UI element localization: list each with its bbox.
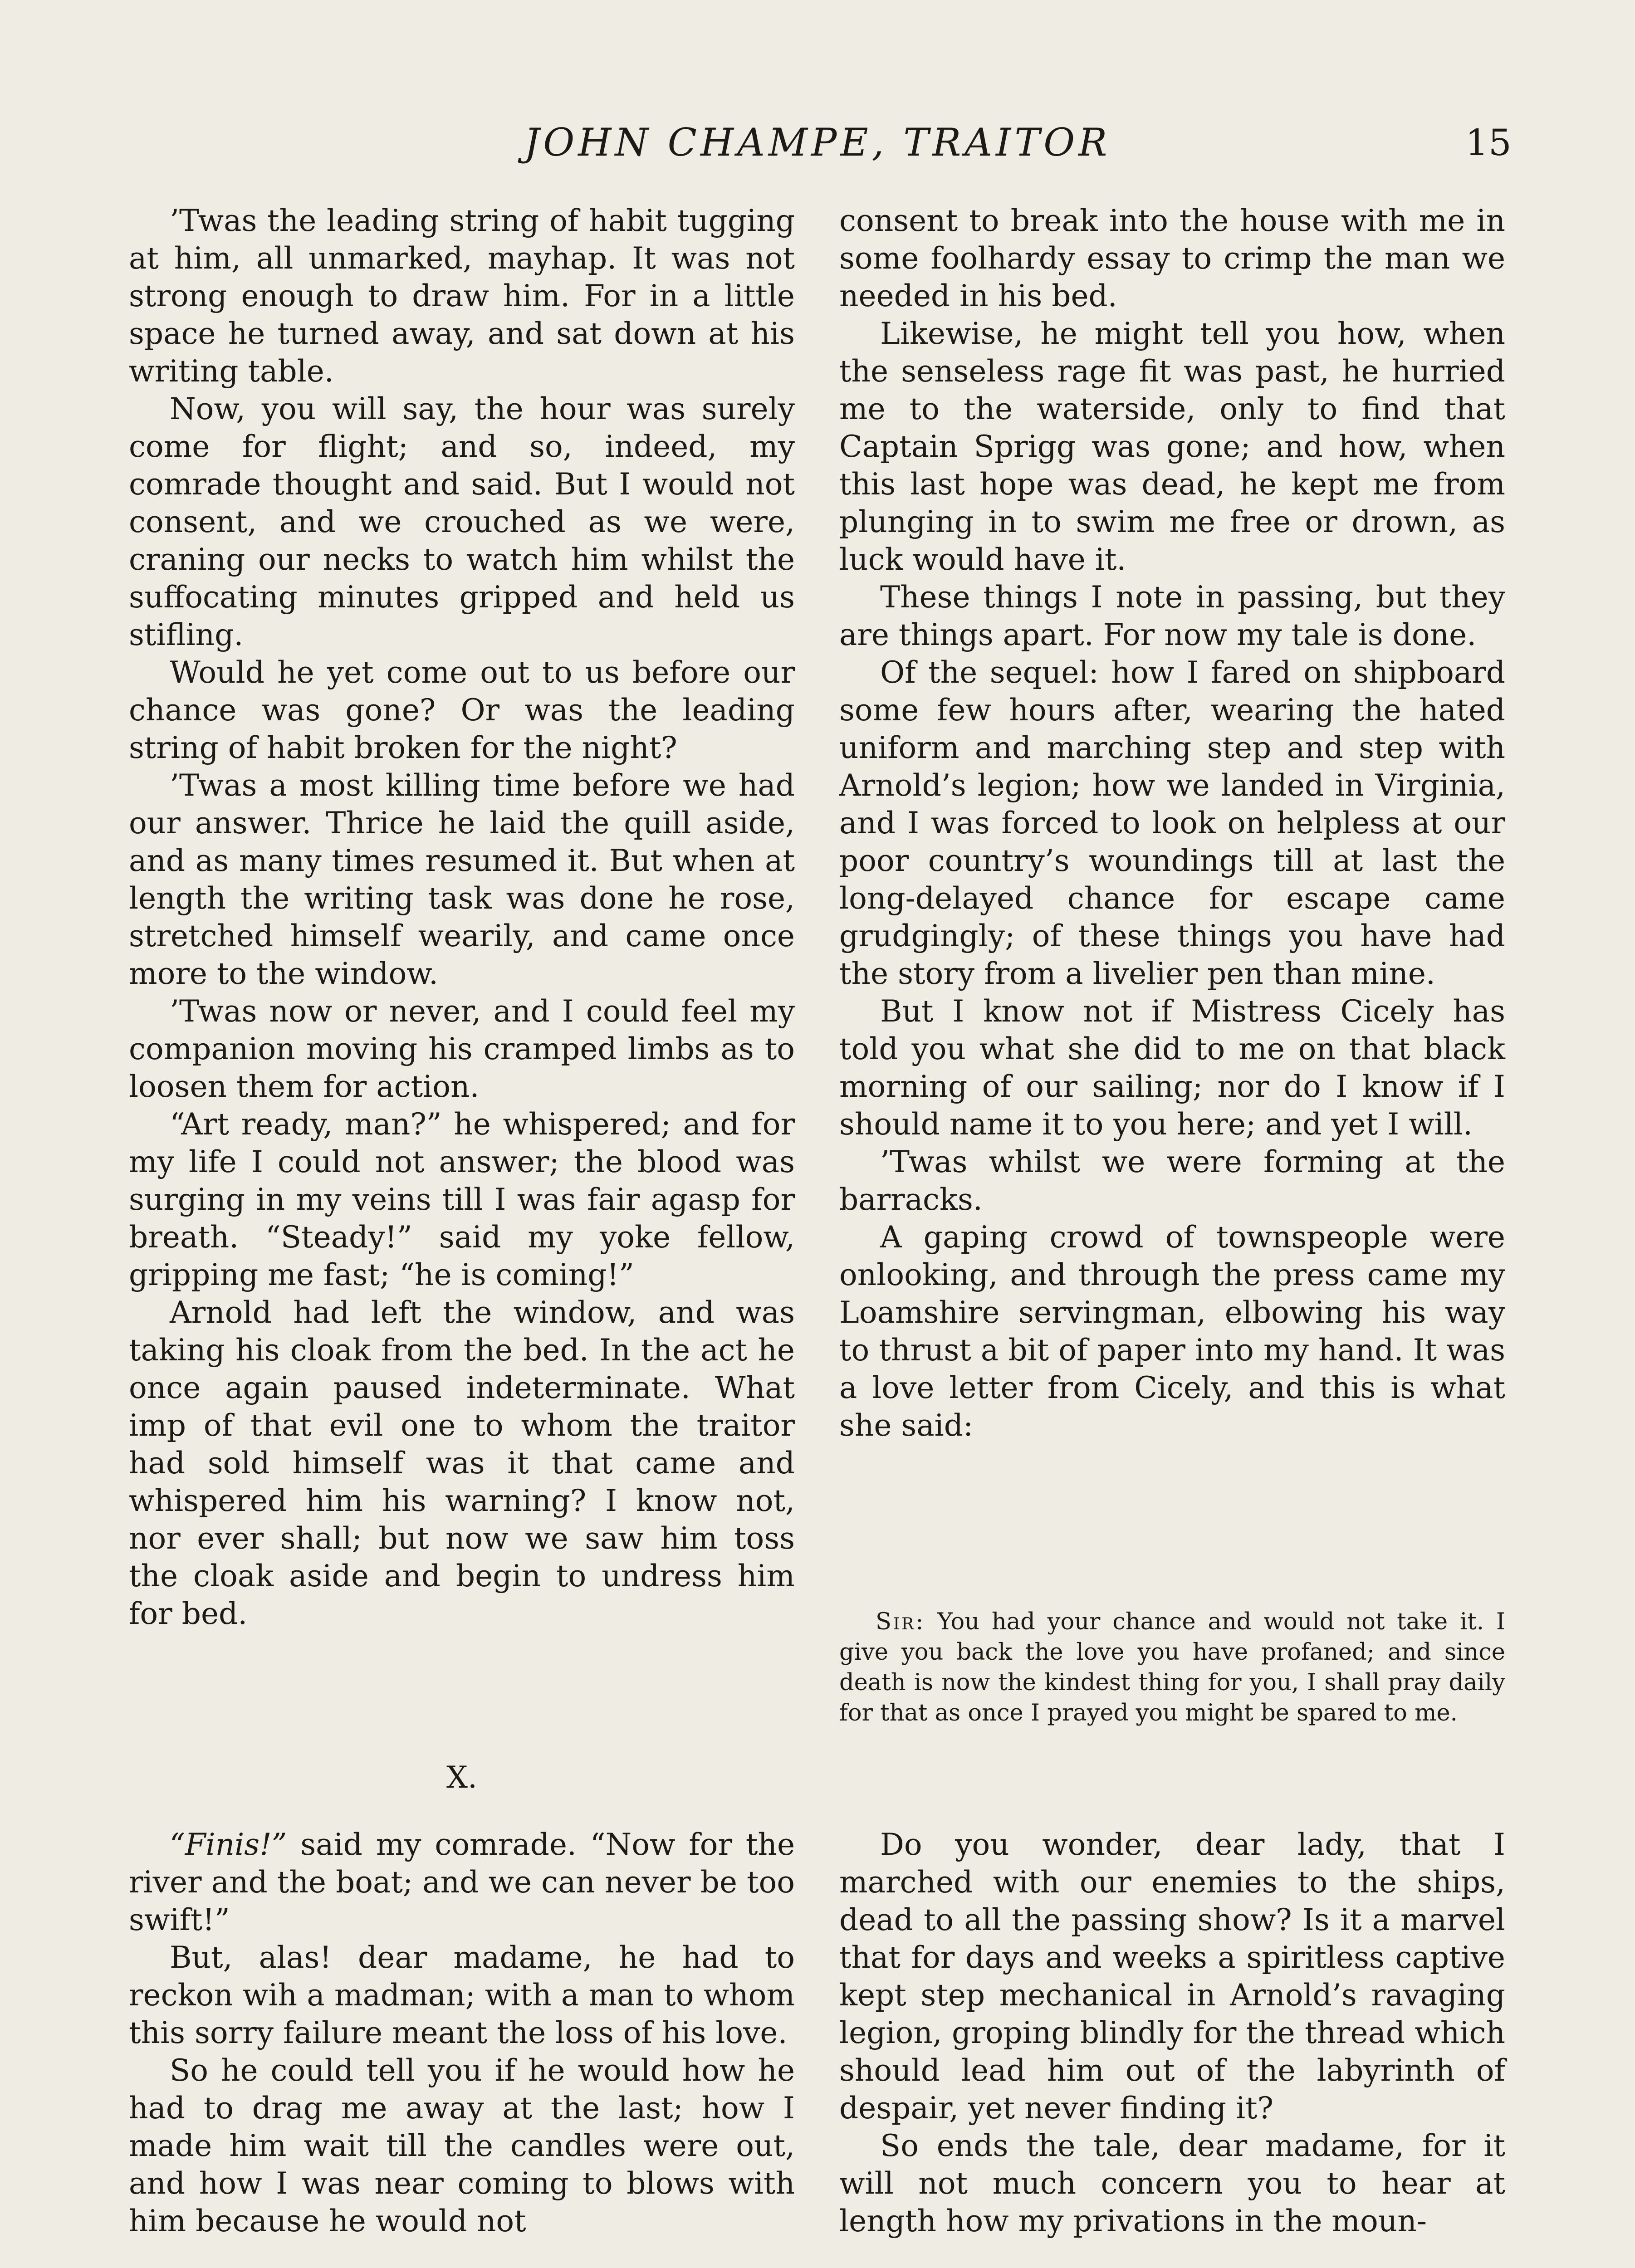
letter-text bbox=[839, 1607, 1505, 1728]
paragraph: ’Twas the leading string of habit tugging at him, all unmarked, mayhap. It was not strong enough to draw him. For in a little space he turned away, and sat down at his writing table. bbox=[129, 203, 795, 389]
paragraph: Likewise, he might tell you how, when the senseless rage fit was past, he hurried me to the waterside, only to find that Captain Sprigg was gone; and how, when this last hope was dead, he kept me from plunging in to swim me free or drown, as luck would have it. bbox=[839, 316, 1505, 577]
paragraph: Arnold had left the window, and was taking his cloak from the bed. In the act he once again paused indeterminate. What imp of that evil one to whom the traitor had sold himself was it that came and whispered him his warning? I know not, nor ever shall; but now we saw him toss the cloak aside and begin to undress him for bed. bbox=[129, 1295, 795, 1631]
paragraph: Would he yet come out to us before our chance was gone? Or was the leading string of habit broken for the night? bbox=[129, 655, 795, 765]
paragraph: Of the sequel: how I fared on shipboard some few hours after, wearing the hated uniform and marching step and step with Arnold’s legion; how we landed in Virginia, and I was forced to look on helpless at our poor country’s woundings till at last the long-delayed chance for escape came grudgingly; of these things you have had the story from a livelier pen than mine. bbox=[839, 655, 1505, 991]
paragraph: ’Twas now or never, and I could feel my companion moving his cramped limbs as to loosen them for action. bbox=[129, 994, 795, 1104]
page-number: 15 bbox=[1465, 122, 1512, 164]
paragraph bbox=[129, 1826, 795, 1939]
paragraph: ’Twas whilst we were forming at the barracks. bbox=[839, 1144, 1505, 1217]
letter-salutation: Sir: bbox=[876, 1608, 925, 1635]
paragraph: These things I note in passing, but they are things apart. For now my tale is done. bbox=[839, 580, 1505, 652]
paragraph: A gaping crowd of townspeople were onlooking, and through the press came my Loamshire servingman, elbowing his way to thrust a bit of paper into my hand. It was a love letter from Cicely, and this is what she said: bbox=[839, 1220, 1505, 1443]
paragraph: But, alas! dear madame, he had to reckon wih a madman; with a man to whom this sorry failure meant the loss of his love. bbox=[129, 1940, 795, 2050]
right-column-top bbox=[839, 202, 1505, 1444]
running-title: JOHN CHAMPE, TRAITOR bbox=[524, 120, 1111, 165]
paragraph: So ends the tale, dear madame, for it will not much concern you to hear at length how my privations in the moun- bbox=[839, 2128, 1505, 2239]
paragraph: So he could tell you if he would how he had to drag me away at the last; how I made him wait till the candles were out, and how I was near coming to blows with him because he would not bbox=[129, 2053, 795, 2239]
left-column-bottom bbox=[129, 1826, 795, 2240]
paragraph: Now, you will say, the hour was surely come for flight; and so, indeed, my comrade thought and said. But I would not consent, and we crouched as we were, craning our necks to watch him whilst the suffocating minutes gripped and held us stifling. bbox=[129, 391, 795, 652]
paragraph: But I know not if Mistress Cicely has told you what she did to me on that black morning of our sailing; nor do I know if I should name it to you here; and yet I will. bbox=[839, 994, 1505, 1142]
italic-word: “Finis!” bbox=[170, 1827, 287, 1862]
right-column-bottom bbox=[839, 1826, 1505, 2240]
section-heading: X. bbox=[446, 1760, 477, 1795]
letter-body: You had your chance and would not take it. I give you back the love you have profaned; and since death is now the kindest thing for you, I shall pray daily for that as once I prayed you might be spared to me. bbox=[839, 1608, 1505, 1726]
left-column-top bbox=[129, 202, 795, 1633]
paragraph-text: said my comrade. “Now for the river and the boat; and we can never be too swift!” bbox=[129, 1827, 795, 1937]
paragraph: “Art ready, man?” he whispered; and for my life I could not answer; the blood was surging in my veins till I was fair agasp for breath. “Steady!” said my yoke fellow, gripping me fast; “he is coming!” bbox=[129, 1107, 795, 1292]
paragraph-continuation: consent to break into the house with me in some foolhardy essay to crimp the man we needed in his bed. bbox=[839, 203, 1505, 313]
quoted-letter bbox=[839, 1607, 1505, 1728]
paragraph: Do you wonder, dear lady, that I marched with our enemies to the ships, dead to all the passing show? Is it a marvel that for days and weeks a spiritless captive kept step mechanical in Arnold’s ravaging legion, groping blindly for the thread which should lead him out of the labyrinth of despair, yet never finding it? bbox=[839, 1827, 1505, 2126]
paragraph: ’Twas a most killing time before we had our answer. Thrice he laid the quill aside, and as many times resumed it. But when at length the writing task was done he rose, stretched himself wearily, and came once more to the window. bbox=[129, 768, 795, 991]
